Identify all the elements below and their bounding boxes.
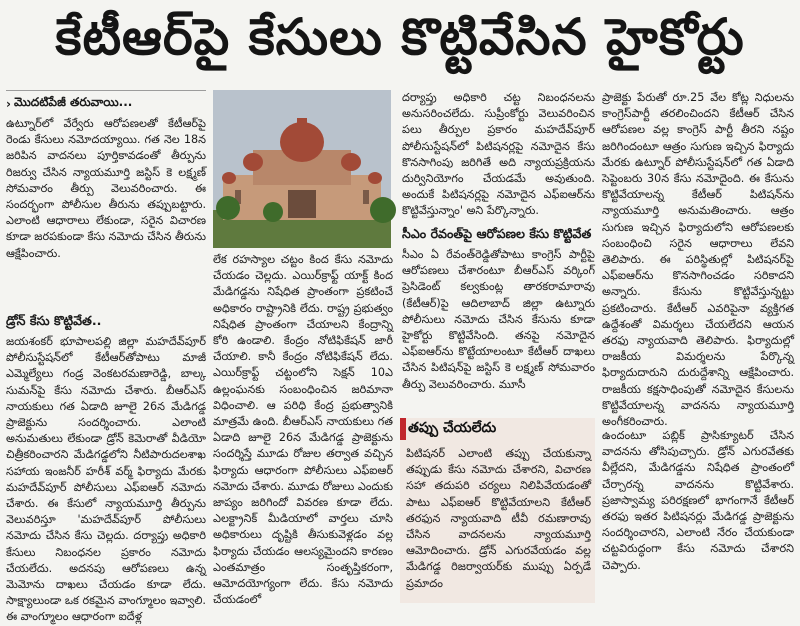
paragraph: జయశంకర్ భూపాలపల్లి జిల్లా మహదేవ్‌పూర్ పోలీసుస్టేషన్‌లో కేటీఆర్‌తోపాటు మాజీ ఎమ్మెల్యేలు గండ్ర వెంకటరమణారెడ్డి, బాల్క సుమన్‌పై కేసు నమోదు చేశారు. బీఆర్‌ఎస్ నాయకులు గత ఏడాది జూలై 26న మేడిగడ్డ ప్రాజెక్టును సందర్శించారు. ఎలాంటి అనుమతులు లేకుండా డ్రోన్ కెమెరాతో వీడియో చిత్రీకరించారని మేడిగడ్డలోని నీటిపారుదలశాఖ సహాయ ఇంజనీర్ హరీశ్ వర్మ్‌ ఫిర్యాదు మేరకు మహదేవ్‌పూర్ పోలీసులు ఎఫ్ఐఆర్ నమోదు చేశారు. ఈ కేసులో న్యాయమూర్తి తీర్పును వెలువరిస్తూ 'మహదేవ్‌పూర్ పోలీసులు నమోదు చేసిన కేసు చెల్లదు. దర్యాప్తు అధికారి కేసులు నిబంధనల ప్రకారం నమోదు చేయలేదు. అదనపు ఆరోపణలు ఉన్న మెమోను దాఖలు చేయడం కూడా లేదు. సాక్ష్యాలుండా ఒక రకమైన వాంగ్మూలం ఇవ్వాలి. ఈ వాంగ్మూలం ఆధారంగా ఐదేళ్ల [6, 335, 206, 624]
kicker-text: మొదటిపేజీ తరువాయి... [13, 95, 133, 109]
paragraph: లేక రహస్యాల చట్టం కింద కేసు నమోదు చేయడం చెల్లదు. ఎయిర్‌క్రాఫ్ట్ యాక్ట్ కింద మేడిగడ్డను నిషేధిత ప్రాంతంగా ప్రకటించే అధికారం రాష్ట్రానికి లేదు. రాష్ట్ర ప్రభుత్వం నిషేధిత ప్రాంతంగా చేయాలని కేంద్రాన్ని కోరి ఉండాలి. కేంద్రం నోటిఫికేషన్ జారీ చేయాలి. కానీ కేంద్రం నోటిఫికేషన్ లేదు. ఎయిర్‌క్రాఫ్ట్ చట్టంలోని సెక్షన్ 10ఎ ఉల్లంఘనకు సంబంధించిన జరిమానా విధించాలి. ఆ పరిధి కేంద్ర ప్రభుత్వానికి మాత్రమే ఉంది. బీఆర్ఎస్ నాయకులు గత ఏడాది జూలై 26న మేడిగడ్డ ప్రాజెక్టును సందర్శిస్తే మూడు రోజుల తర్వాత వచ్చిన ఫిర్యాదు ఆధారంగా పోలీసులు ఎఫ్ఐఆర్ నమోదు చేశారు. మూడు రోజులు ఎందుకు జాప్యం జరిగిందో వివరణ కూడా లేదు. ఎలక్ట్రానిక్ మీడియాలో వార్తలు చూసి అధికారులు దృష్టికి తీసుకువెళ్లడం వల్ల ఫిర్యాదు చేయడం ఆలస్యమైందని కారణం ఎంతమాత్రం సంతృప్తికరంగా, ఆమోదయోగ్యంగా లేదు. కేసు నమోదు చేయడంలో [213, 253, 393, 607]
chevron-right-icon: › [6, 96, 11, 111]
high-court-photo [213, 90, 391, 248]
column-3 [402, 90, 595, 412]
column-1 [6, 90, 206, 624]
paragraph: దర్యాప్తు అధికారి చట్ట నిబంధనలను అనుసరించలేదు. సుప్రీంకోర్టు వెలువరించిన పలు తీర్పుల ప్రకారం మహదేవ్‌పూర్ పోలీసుస్టేషన్‌లో పిటిషనర్లపై నమోదైన కేసు కొనసాగింపు జరిగితే అది న్యాయప్రక్రియను దుర్వినియోగం చేయడమే అవుతుంది. అందుకే పిటిషనర్లపై నమోదైన ఎఫ్ఐఆర్‌ను కొట్టివేస్తున్నాం' అని పేర్కొన్నారు. [402, 91, 595, 218]
paragraph: ఉట్నూర్‌లో వేర్వేరు ఆరోపణలతో కేటీఆర్‌పై రెండు కేసులు నమోదయ్యాయి. గత నెల 18న జరిపిన వాదనలు పూర్తికావడంతో తీర్పును రిజర్వు చేసిన న్యాయమూర్తి జస్టిస్ కె లక్ష్మణ్ సోమవారం తీర్పు వెలువరించారు. ఈ సందర్భంగా పోలీసుల తీరును తప్పుబట్టారు. ఎలాంటి ఆధారాలు లేకుండా, సరైన విచారణ కూడా జరపకుండా కేసు నమోదు చేసిన తీరును ఆక్షేపించారు. [6, 117, 206, 260]
subheading: డ్రోన్ కేసు కొట్టివేత.. [6, 313, 102, 328]
kicker [6, 95, 206, 112]
box-accent-bar [400, 418, 406, 440]
paragraph: ప్రాజెక్టు పేరుతో రూ.25 వేల కోట్ల నిధులను కాంగ్రెస్‌పార్టీ తరలించిందని కేటీఆర్ చేసిన ఆరోపణల వల్ల కాంగ్రెస్ పార్టీ తీరని నష్టం జరిగిందంటూ ఆత్రం సుగుణ ఇచ్చిన ఫిర్యాదు మేరకు ఉట్నూర్ పోలీసుస్టేషన్‌లో గత ఏడాది సెప్టెంబరు 30న కేసు నమోదైంది. ఈ కేసును కొట్టివేయాలన్న కేటీఆర్ పిటిషన్‌ను న్యాయమూర్తి అనుమతించారు. ఆత్రం సుగుణ ఇచ్చిన ఫిర్యాదులోని ఆరోపణలకు సంబంధించి సరైన ఆధారాలు లేవని తెలిపారు. ఈ పరిస్థితుల్లో పిటిషనర్‌పై ఎఫ్ఐఆర్‌ను కొనసాగించడం సరికాదని అన్నారు. కేసును కొట్టివేస్తున్నట్టు ప్రకటించారు. కేటీఆర్‌ ఎవరిపైనా వ్యక్తిగత ఉద్దేశంతో విమర్శలు చేయలేదని ఆయన తరఫు న్యాయవాది తెలిపారు. ఫిర్యాదుల్లో రాజకీయ విమర్శలను పేర్కొన్న ఫిర్యాదుదారుని దురుద్దేశాన్ని ఆక్షేపించారు. రాజకీయ కక్షసాధింపుతో నమోదైన కేసులను కొట్టివేయాలన్న వాదనను న్యాయమూర్తి అంగీకరించారు. [602, 91, 794, 429]
paragraph: సీఎం ఏ రేవంత్‌రెడ్డితోపాటు కాంగ్రెస్ పార్టీపై ఆరోపణలు చేశారంటూ బీఆర్ఎస్ వర్కింగ్ ప్రెసిడెంట్ కల్వకుంట్ల తారకరామారావు (కేటీఆర్)పై ఆదిలాబాద్ జిల్లా ఉట్నూరు పోలీసులు నమోదు చేసిన కేసును కూడా హైకోర్టు కొట్టివేసింది. తనపై నమోదైన ఎఫ్ఐఆర్‌ను కొట్టేయాలంటూ కేటీఆర్ దాఖలు చేసిన పిటిషన్‌పై జస్టిస్ కె లక్ష్మణ్ సోమవారం తీర్పు వెలువరించారు. మూసీ [402, 248, 595, 391]
column-rule [6, 90, 206, 91]
headline: కేటీఆర్‌పై కేసులు కొట్టివేసిన హైకోర్టు [55, 7, 745, 66]
high-court-building-icon [213, 90, 391, 248]
column-4 [602, 90, 794, 429]
paragraph: ఉందంటూ పబ్లిక్ ప్రాసిక్యూటర్ చేసిన వాదనను తోసిపుచ్చారు. డ్రోన్ ఎగురవేతకు వీల్లేదని, మేడిగడ్డను నిషేధిత ప్రాంతంలో చేర్చారన్న వాదనను కొట్టివేశారు. ప్రజాస్వామ్య పరిరక్షణలో భాగంగానే కేటీఆర్ తరఫు ఇతర పిటిషనర్లు మేడిగడ్డ ప్రాజెక్టును సందర్శించారని, ఎలాంటి నేరం చేయకుండా చట్టవిరుద్ధంగా కేసు నమోదు చేశారని చెప్పారు. [602, 429, 794, 572]
subheading: సీఎం రేవంత్‌పై ఆరోపణల కేసు కొట్టివేత [402, 226, 592, 241]
column-5 [602, 428, 794, 602]
box-body [406, 446, 591, 601]
column-2 [213, 252, 393, 607]
box-title: తప్పు చేయలేదు [408, 420, 497, 436]
paragraph: పిటిషనర్ ఎలాంటి తప్పు చేయకున్నా తప్పుడు కేసు నమోదు చేశారని, విచారణ సహా తదుపరి చర్యలు నిలిపివేయడంతో పాటు ఎఫ్ఐఆర్ కొట్టివేయాలని కేటీఆర్ తరఫున న్యాయవాది టీవీ రమణారావు చేసిన వాదనలను న్యాయమూర్తి ఆమోదించారు. డ్రోన్ ఎగురవేయడం వల్ల మేడిగడ్డ రిజర్వాయర్‌కు ముప్పు ఏర్పడే ప్రమాదం [406, 447, 591, 590]
